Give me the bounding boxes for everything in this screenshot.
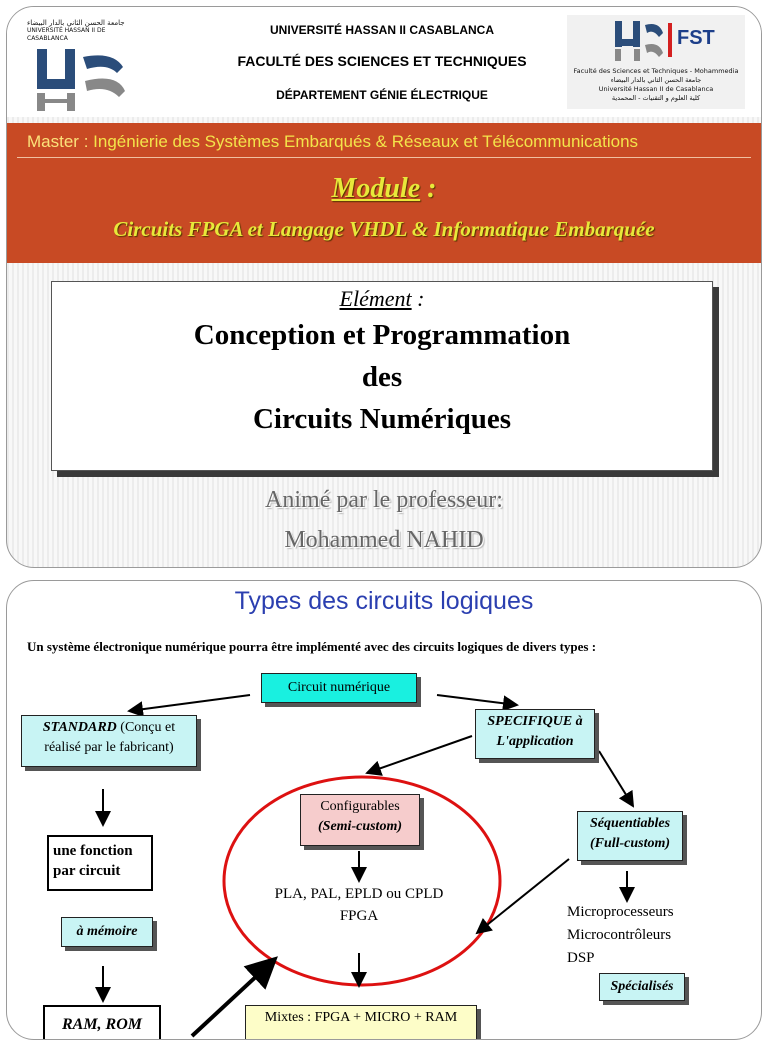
element-line-2: des bbox=[361, 361, 403, 393]
micro-list bbox=[567, 901, 674, 970]
node-ram-rom: RAM, ROM bbox=[43, 1005, 161, 1040]
element-label: Elément bbox=[339, 286, 412, 311]
title-slide bbox=[6, 6, 762, 568]
presenter-name: Mohammed NAHID bbox=[284, 527, 484, 553]
node-une-fonction bbox=[47, 835, 153, 891]
master-line bbox=[17, 127, 751, 158]
node-specialises: Spécialisés bbox=[599, 973, 685, 1001]
pla-text bbox=[269, 883, 449, 927]
micro-item-3: DSP bbox=[567, 950, 595, 966]
fonction-line-2: par circuit bbox=[53, 863, 121, 879]
full-custom-label: (Full-custom) bbox=[589, 836, 671, 851]
university-name: UNIVERSITÉ HASSAN II CASABLANCA bbox=[269, 23, 494, 37]
master-separator: : bbox=[78, 132, 94, 151]
micro-item-2: Microcontrôleurs bbox=[567, 927, 672, 943]
master-band bbox=[7, 123, 761, 263]
master-label: Master bbox=[27, 132, 79, 151]
logo-arabic-text: جامعة الحسن الثاني بالدار البيضاء bbox=[27, 19, 125, 27]
fst-logo bbox=[567, 15, 745, 109]
fst-line-1: Faculté des Sciences et Techniques - Mohammedia bbox=[573, 67, 739, 75]
arrow-specifique-configurables bbox=[367, 736, 472, 773]
module-label: Module bbox=[331, 173, 421, 204]
intro-text: Un système électronique numérique pourra être implémenté avec des circuits logiques de divers types : bbox=[27, 639, 597, 654]
node-sequentiables bbox=[577, 811, 683, 861]
micro-item-1: Microprocesseurs bbox=[567, 904, 674, 920]
header bbox=[7, 7, 761, 117]
master-program: Ingénierie des Systèmes Embarqués & Réseaux et Télécommunications bbox=[93, 132, 639, 151]
fst-line-4: كلية العلوم و التقنيات - المحمدية bbox=[611, 94, 701, 102]
pla-line-2: FPGA bbox=[339, 908, 379, 924]
fst-brand: FST bbox=[677, 27, 715, 49]
element-title bbox=[52, 314, 712, 440]
node-specifique: SPECIFIQUE à L'application bbox=[475, 709, 595, 759]
department-name: DÉPARTEMENT GÉNIE ÉLECTRIQUE bbox=[276, 88, 488, 102]
content-slide bbox=[6, 580, 762, 1040]
configurables-label: Configurables bbox=[320, 799, 400, 814]
fst-line-2: جامعة الحسن الثاني بالدار البيضاء bbox=[610, 76, 702, 84]
semi-custom-label: (Semi-custom) bbox=[318, 819, 402, 834]
logo-latin-text: UNIVERSITÉ HASSAN II DE CASABLANCA bbox=[27, 27, 106, 42]
fonction-line-1: une fonction bbox=[53, 843, 133, 859]
module-heading bbox=[7, 173, 761, 205]
fst-line-3: Université Hassan II de Casablanca bbox=[598, 85, 714, 93]
element-box bbox=[51, 281, 713, 471]
presenter-line-1: Animé par le professeur: bbox=[265, 487, 503, 513]
arrow-specifique-sequentiables bbox=[599, 751, 633, 806]
node-memoire: à mémoire bbox=[61, 917, 153, 947]
standard-desc: (Conçu et réalisé par le fabricant) bbox=[44, 720, 176, 755]
arrow-root-specifique bbox=[437, 695, 517, 705]
node-standard bbox=[21, 715, 197, 767]
node-circuit-numerique: Circuit numérique bbox=[261, 673, 417, 703]
uh2-emblem-icon bbox=[27, 43, 137, 113]
module-title: Circuits FPGA et Langage VHDL & Informatique Embarquée bbox=[113, 217, 655, 241]
node-configurables bbox=[300, 794, 420, 846]
pla-line-1: PLA, PAL, EPLD ou CPLD bbox=[274, 886, 444, 902]
element-line-1: Conception et Programmation bbox=[193, 319, 571, 351]
faculty-name: FACULTÉ DES SCIENCES ET TECHNIQUES bbox=[237, 53, 527, 69]
university-logo-left bbox=[27, 19, 137, 111]
module-colon: : bbox=[420, 173, 437, 204]
element-colon: : bbox=[411, 286, 425, 311]
node-mixtes: Mixtes : FPGA + MICRO + RAM bbox=[245, 1005, 477, 1040]
arrow-sequentiables-ellipse bbox=[477, 859, 569, 933]
slide-title: Types des circuits logiques bbox=[234, 587, 534, 615]
fst-emblem-icon bbox=[567, 15, 745, 63]
standard-label: STANDARD bbox=[42, 720, 117, 735]
element-line-3: Circuits Numériques bbox=[252, 403, 512, 435]
sequentiables-label: Séquentiables bbox=[589, 816, 671, 831]
arrow-root-standard bbox=[129, 695, 250, 711]
element-heading bbox=[52, 286, 712, 312]
